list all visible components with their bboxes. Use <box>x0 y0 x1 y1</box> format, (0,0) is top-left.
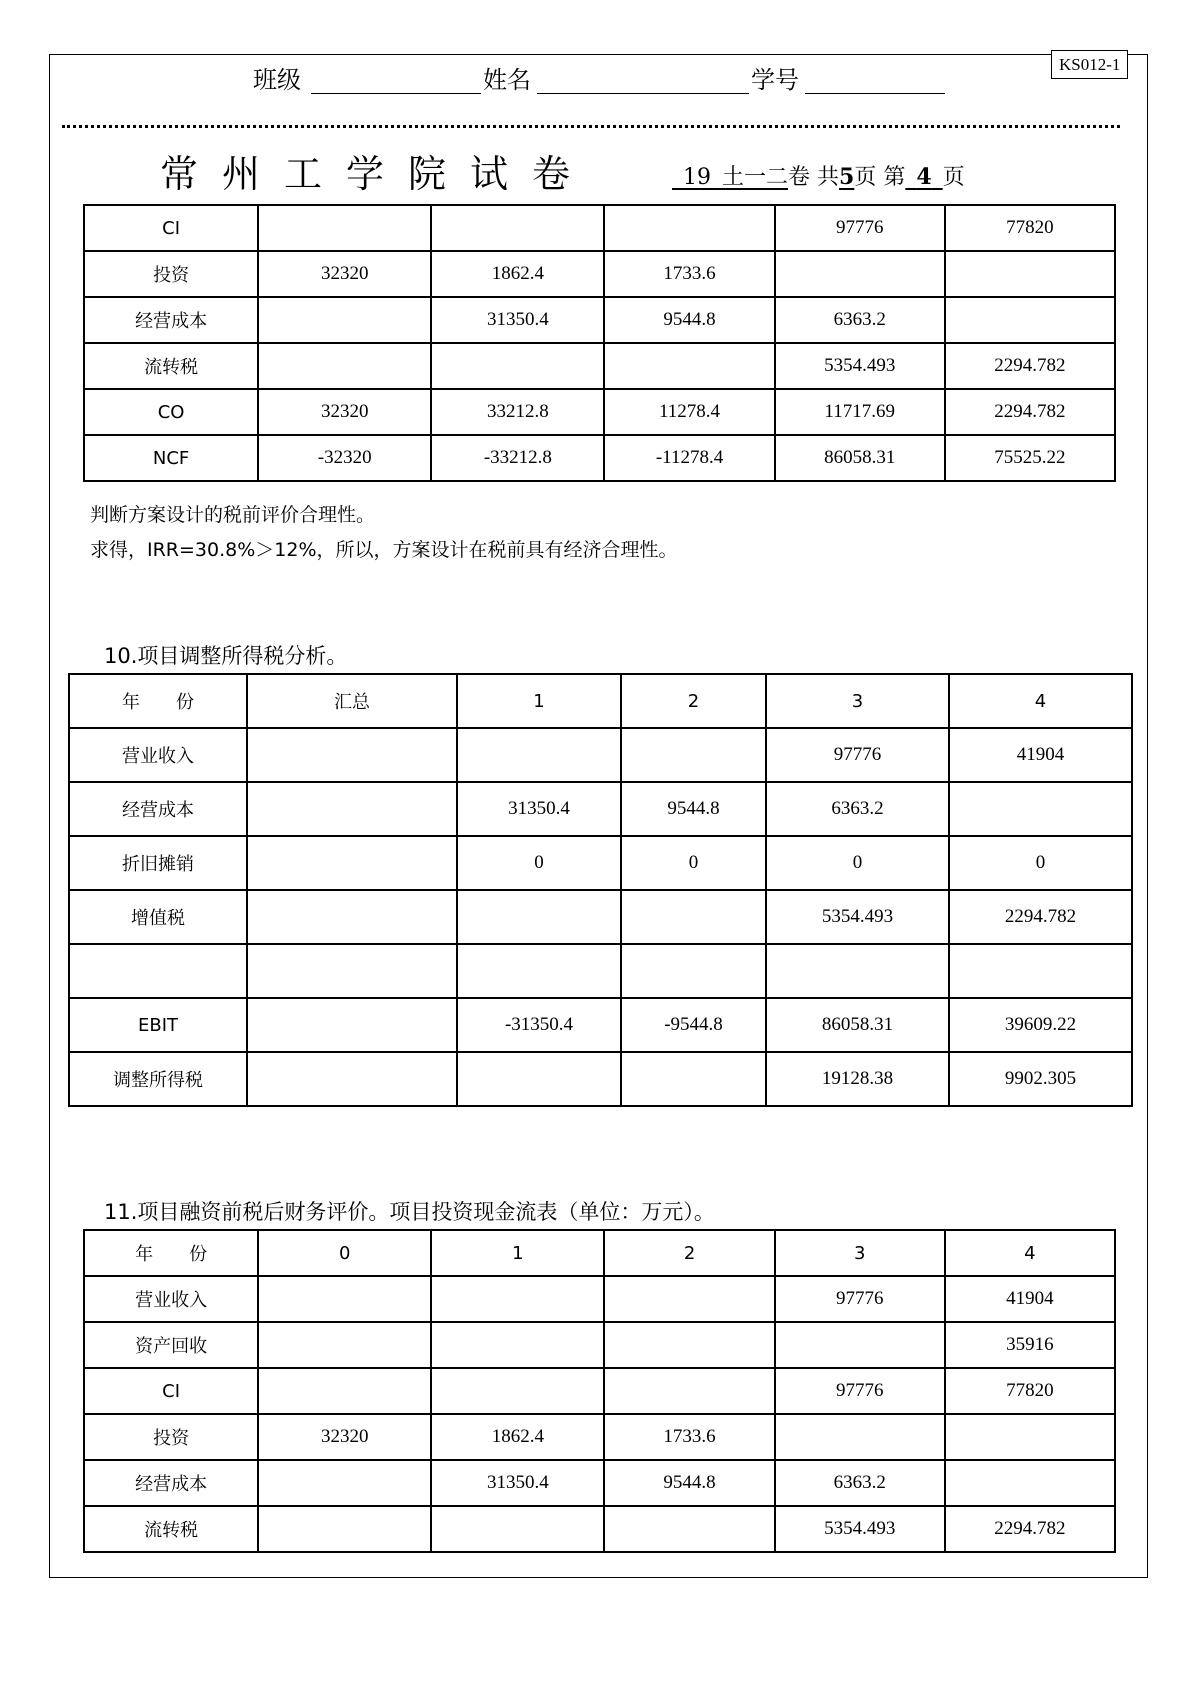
row-label: 流转税 <box>84 343 258 389</box>
table-cell: 9544.8 <box>604 297 774 343</box>
table-row <box>84 205 1115 251</box>
row-label: 流转税 <box>84 1506 258 1552</box>
table-cell <box>621 944 766 998</box>
table-cell: 9544.8 <box>604 1460 774 1506</box>
table-cell: 77820 <box>945 1368 1115 1414</box>
table-cell: 31350.4 <box>457 782 621 836</box>
table-cell <box>247 1052 457 1106</box>
paper-code-box: KS012-1 <box>1051 50 1128 79</box>
table-cell <box>621 890 766 944</box>
table-cell <box>431 205 604 251</box>
row-label: 营业收入 <box>84 1276 258 1322</box>
table-cell: 86058.31 <box>775 435 945 481</box>
row-label: 经营成本 <box>84 1460 258 1506</box>
table-cell <box>604 1506 774 1552</box>
table-cell: 6363.2 <box>775 297 945 343</box>
row-label: EBIT <box>69 998 247 1052</box>
table-cell: 1862.4 <box>431 251 604 297</box>
table-row <box>69 728 1132 782</box>
table-cell <box>431 1276 604 1322</box>
table-cell: 41904 <box>945 1276 1115 1322</box>
table-row <box>84 389 1115 435</box>
section-11-title: 11.项目融资前税后财务评价。项目投资现金流表（单位：万元）。 <box>104 1200 715 1224</box>
table-cell: -32320 <box>258 435 431 481</box>
column-header: 1 <box>457 674 621 728</box>
table-cell <box>604 343 774 389</box>
table-cell: -31350.4 <box>457 998 621 1052</box>
paper-suffix-text: 页 <box>942 165 965 190</box>
table-cell <box>247 890 457 944</box>
table-cell: 11278.4 <box>604 389 774 435</box>
name-field <box>537 93 749 94</box>
column-header: 年 份 <box>69 674 247 728</box>
table-cell <box>431 1368 604 1414</box>
table-row <box>84 1276 1115 1322</box>
table-cell: 1862.4 <box>431 1414 604 1460</box>
column-header: 年 份 <box>84 1230 258 1276</box>
table-cell: 0 <box>949 836 1132 890</box>
table-row <box>84 1322 1115 1368</box>
table-cell <box>247 944 457 998</box>
table-row <box>69 1052 1132 1106</box>
student-id-label: 学号 <box>751 66 799 94</box>
table-cell <box>775 1322 945 1368</box>
table-cell: 5354.493 <box>766 890 949 944</box>
column-header: 1 <box>431 1230 604 1276</box>
row-label: CI <box>84 1368 258 1414</box>
table-row <box>69 890 1132 944</box>
row-label: 折旧摊销 <box>69 836 247 890</box>
note-line-1: 判断方案设计的税前评价合理性。 <box>90 504 376 526</box>
row-label: CO <box>84 389 258 435</box>
investment-cashflow-table <box>83 1229 1116 1553</box>
table-cell: 6363.2 <box>766 782 949 836</box>
table-cell: 39609.22 <box>949 998 1132 1052</box>
table-cell <box>621 1052 766 1106</box>
table-cell: 5354.493 <box>775 1506 945 1552</box>
table-row <box>69 944 1132 998</box>
table-cell: 6363.2 <box>775 1460 945 1506</box>
table-cell: -33212.8 <box>431 435 604 481</box>
table-cell <box>604 205 774 251</box>
table-cell <box>457 1052 621 1106</box>
school-title: 常州工学院试卷 <box>160 152 595 196</box>
section-10-title: 10.项目调整所得税分析。 <box>104 644 348 668</box>
column-header: 3 <box>766 674 949 728</box>
adjusted-income-tax-table <box>68 673 1133 1107</box>
table-row <box>84 1414 1115 1460</box>
table-cell <box>258 297 431 343</box>
paper-mid-text-2: 页 第 <box>854 165 906 190</box>
table-cell: 31350.4 <box>431 297 604 343</box>
table-cell: 9544.8 <box>621 782 766 836</box>
table-cell <box>457 944 621 998</box>
table-cell <box>247 998 457 1052</box>
row-label <box>69 944 247 998</box>
table-cell: 97776 <box>775 1368 945 1414</box>
table-cell <box>431 1506 604 1552</box>
table-cell <box>247 728 457 782</box>
table-cell: 11717.69 <box>775 389 945 435</box>
table-cell: 1733.6 <box>604 1414 774 1460</box>
table-header-row <box>84 1230 1115 1276</box>
table-cell <box>949 944 1132 998</box>
name-label: 姓名 <box>483 66 531 94</box>
table-cell <box>258 1276 431 1322</box>
table-cell: 97776 <box>775 1276 945 1322</box>
table-cell: 32320 <box>258 1414 431 1460</box>
column-header: 4 <box>945 1230 1115 1276</box>
student-info-row <box>0 60 1191 96</box>
table-cell <box>258 1460 431 1506</box>
table-cell: 1733.6 <box>604 251 774 297</box>
row-label: 资产回收 <box>84 1322 258 1368</box>
table-cell: 35916 <box>945 1322 1115 1368</box>
paper-number: 19 土一二 <box>683 165 789 190</box>
class-field <box>311 93 481 94</box>
table-cell <box>258 205 431 251</box>
table-row <box>84 435 1115 481</box>
cashflow-table-continued <box>83 204 1116 482</box>
table-cell <box>945 297 1115 343</box>
table-cell <box>945 1460 1115 1506</box>
table-cell <box>431 1322 604 1368</box>
table-cell <box>949 782 1132 836</box>
table-cell: 0 <box>621 836 766 890</box>
table-cell: 9902.305 <box>949 1052 1132 1106</box>
column-header: 2 <box>604 1230 774 1276</box>
current-page: 4 <box>916 164 932 190</box>
column-header: 汇总 <box>247 674 457 728</box>
table-cell <box>258 1322 431 1368</box>
table-row <box>69 836 1132 890</box>
cut-line <box>62 125 1120 128</box>
table-row <box>84 1460 1115 1506</box>
table-cell: 2294.782 <box>949 890 1132 944</box>
column-header: 3 <box>775 1230 945 1276</box>
table-cell <box>457 890 621 944</box>
table-cell: 19128.38 <box>766 1052 949 1106</box>
table-cell: 0 <box>766 836 949 890</box>
table-cell: 75525.22 <box>945 435 1115 481</box>
note-line-2: 求得，IRR=30.8%＞12%，所以，方案设计在税前具有经济合理性。 <box>90 539 678 561</box>
table-row <box>69 782 1132 836</box>
table-cell: 77820 <box>945 205 1115 251</box>
table-cell: 86058.31 <box>766 998 949 1052</box>
row-label: 增值税 <box>69 890 247 944</box>
table-cell: 0 <box>457 836 621 890</box>
table-cell: 32320 <box>258 389 431 435</box>
table-cell: 2294.782 <box>945 389 1115 435</box>
row-label: 经营成本 <box>84 297 258 343</box>
table-cell <box>945 1414 1115 1460</box>
column-header: 2 <box>621 674 766 728</box>
table-cell: 5354.493 <box>775 343 945 389</box>
table-cell: 33212.8 <box>431 389 604 435</box>
table-row <box>69 998 1132 1052</box>
table-cell <box>247 836 457 890</box>
table-cell <box>258 1506 431 1552</box>
paper-info <box>672 160 965 191</box>
table-cell <box>604 1368 774 1414</box>
total-pages: 5 <box>839 164 855 190</box>
student-id-field <box>805 93 945 94</box>
table-cell: 32320 <box>258 251 431 297</box>
table-cell <box>775 1414 945 1460</box>
row-label: 调整所得税 <box>69 1052 247 1106</box>
table-cell <box>775 251 945 297</box>
column-header: 0 <box>258 1230 431 1276</box>
table-row <box>84 343 1115 389</box>
table-cell: 31350.4 <box>431 1460 604 1506</box>
table-cell <box>945 251 1115 297</box>
table-cell <box>258 1368 431 1414</box>
table-cell <box>431 343 604 389</box>
table-cell: 41904 <box>949 728 1132 782</box>
table-cell <box>766 944 949 998</box>
table-cell: 2294.782 <box>945 1506 1115 1552</box>
paper-mid-text: 卷 共 <box>788 165 840 190</box>
table-row <box>84 1506 1115 1552</box>
class-label: 班级 <box>253 66 301 94</box>
row-label: NCF <box>84 435 258 481</box>
table-cell <box>604 1322 774 1368</box>
table-cell: -11278.4 <box>604 435 774 481</box>
row-label: 投资 <box>84 251 258 297</box>
row-label: 经营成本 <box>69 782 247 836</box>
table-cell <box>247 782 457 836</box>
row-label: CI <box>84 205 258 251</box>
table-cell: 97776 <box>775 205 945 251</box>
table-cell <box>604 1276 774 1322</box>
column-header: 4 <box>949 674 1132 728</box>
table-cell <box>258 343 431 389</box>
table-row <box>84 1368 1115 1414</box>
table-row <box>84 297 1115 343</box>
row-label: 营业收入 <box>69 728 247 782</box>
table-cell <box>457 728 621 782</box>
table-row <box>84 251 1115 297</box>
row-label: 投资 <box>84 1414 258 1460</box>
table-cell: 2294.782 <box>945 343 1115 389</box>
table-cell <box>621 728 766 782</box>
table-cell: 97776 <box>766 728 949 782</box>
table-cell: -9544.8 <box>621 998 766 1052</box>
table-header-row <box>69 674 1132 728</box>
